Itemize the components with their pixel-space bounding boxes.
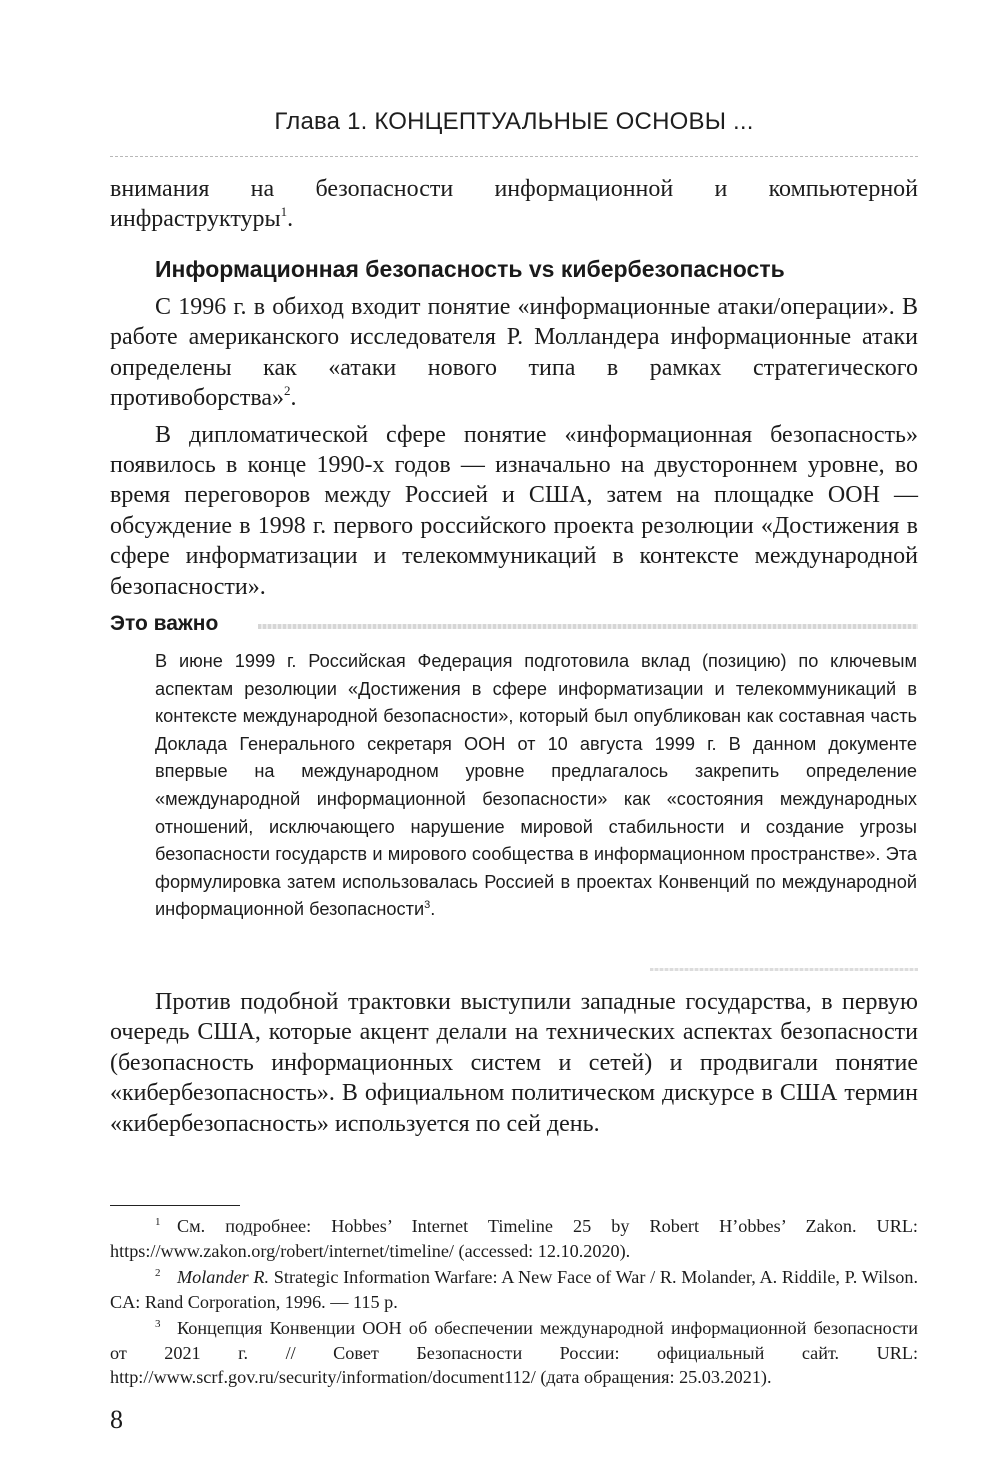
continued-text: внимания на безопасности информационной и компьютерной инфраструктуры bbox=[110, 176, 918, 233]
section-heading: Информационная безопасность vs кибербезопасность bbox=[155, 256, 785, 282]
footnote-1: $^1$ См. подробнее: Hobbes’ Internet Timeline 25 by Robert H’obbes’ Zakon. URL: https://www.zakon.org/robert/internet/timeline/ (accessed: 12.10.2020). bbox=[110, 1216, 918, 1261]
footnote-text: См. подробнее: Hobbes’ Internet Timeline 25 by Robert H’obbes’ Zakon. URL: https://www.zakon.org/robert/internet/timeline/ (accessed: 12.10.2020). bbox=[110, 1216, 918, 1261]
footnote-text: Strategic Information Warfare: A New Face of War / R. Molander, A. Riddile, P. Wilson. CA: Rand Corporation, 1996. — 115 p. bbox=[110, 1267, 919, 1312]
footnote-ref-2[interactable]: 2 bbox=[284, 383, 291, 399]
footnote-author: Molander R. bbox=[177, 1267, 270, 1287]
footnote-2: $^2$ Molander R. Strategic Information Warfare: A New Face of War / R. Molander, A. Riddile, P. Wilson. CA: Rand Corporation, 1996. — 115 p. bbox=[110, 1267, 919, 1312]
header-divider bbox=[110, 156, 918, 157]
important-box-rule bbox=[258, 624, 918, 629]
important-box-text: В июне 1999 г. Российская Федерация подготовила вклад (позицию) по ключевым аспектам резолюции «Достижения в сфере информатизации и телекоммуникаций в контексте международной безопасности», который был опубликован как составная часть Доклада Генерального секретаря ООН от 10 августа 1999 г. В данном документе впервые на международном уровне предлагалось закрепить определение «международной информационной безопасности» как «состояния международных отношений, исключающего нарушение мировой стабильности и создание угрозы безопасности государств и мирового сообщества в информационном пространстве». Эта формулировка затем использовалась Россией в проектах Конвенций по международной информационной безопасности$^3$. bbox=[155, 651, 917, 920]
page-number: 8 bbox=[110, 1405, 123, 1434]
footnote-text: Концепция Конвенции ООН об обеспечении международной информационной безопасности от 2021 г. // Совет Безопасности России: официальный сайт. URL: http://www.scrf.gov.ru/security/information/document112/ (дата обращения: 25.03.2021). bbox=[110, 1318, 918, 1387]
paragraph-3-block bbox=[110, 987, 918, 1139]
paragraph-3: Против подобной трактовки выступили западные государства, в первую очередь США, которые акцент делали на технических аспектах безопасности (безопасность информационных систем и сетей) и продвигали понятие «кибербезопасность». В официальном политическом дискурсе в США термин «кибербезопасность» используется по сей день. bbox=[110, 989, 918, 1137]
footnotes bbox=[110, 1214, 918, 1390]
footnote-ref-3[interactable]: 3 bbox=[424, 899, 431, 912]
important-box-end-rule bbox=[650, 968, 918, 971]
footnote-ref-1[interactable]: 1 bbox=[280, 204, 288, 220]
paragraph-1: С 1996 г. в обиход входит понятие «информационные атаки/операции». В работе американского исследователя Р. Молландера информационные атаки определены как «атаки нового типа в рамках стратегического противоборства»$^2$. bbox=[110, 294, 918, 412]
footnote-divider bbox=[110, 1205, 240, 1206]
main-paragraphs bbox=[110, 292, 918, 602]
continued-paragraph: внимания на безопасности информационной и компьютерной инфраструктуры$^1$. bbox=[110, 176, 918, 233]
paragraph-2: В дипломатической сфере понятие «информационная безопасность» появилось в конце 1990-х годов — изначально на двустороннем уровне, во время переговоров между Россией и США, затем на площадке ООН — обсуждение в 1998 г. первого российского проекта резолюции «Достижения в сфере информатизации и телекоммуникаций в контексте международной безопасности». bbox=[110, 421, 918, 600]
running-header: Глава 1. КОНЦЕПТУАЛЬНЫЕ ОСНОВЫ ... bbox=[274, 108, 754, 135]
important-box-title: Это важно bbox=[110, 612, 219, 635]
footnote-3: $^3$ Концепция Конвенции ООН об обеспечении международной информационной безопасности от 2021 г. // Совет Безопасности России: официальный сайт. URL: http://www.scrf.gov.ru/security/information/document112/ (дата обращения: 25.03.2021). bbox=[110, 1318, 918, 1387]
